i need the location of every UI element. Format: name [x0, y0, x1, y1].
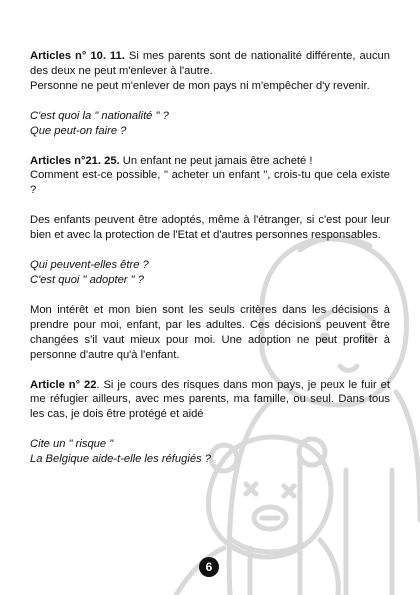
adoption-paragraph: Des enfants peuvent être adoptés, même à l'étranger, si c'est pour leur bien et avec la protection de l'Etat et d'autres personnes responsables.	[30, 214, 390, 242]
question: C'est quoi " adopter " ?	[30, 273, 144, 286]
article-text: Un enfant ne peut jamais être acheté !	[119, 154, 313, 167]
article-10-11-paragraph	[30, 49, 390, 79]
article-heading: Articles n° 10. 11.	[30, 50, 125, 62]
article-heading: Articles n°21. 25.	[30, 154, 120, 167]
article-21-25-paragraph	[30, 154, 390, 169]
article-text: . Si je cours des risques dans mon pays, je peux le fuir et me réfugier ailleurs, avec mes parents, ma famille, ou seul. Dans tous les cas, je dois être protégé et aidé	[30, 378, 390, 421]
best-interest-paragraph: Mon intérêt et mon bien sont les seuls critères dans les décisions à prendre pour moi, enfant, par les adultes. Ces décisions peuvent être changées s'il vaut mieux pour moi. Une adoption ne peut profiter à personne d'autre qu'à l'enfant.	[30, 303, 390, 361]
article-text-continued: Personne ne peut m'enlever de mon pays ni m'empêcher d'y revenir.	[30, 79, 370, 92]
article-text: Si mes parents sont de nationalité différente, aucun des deux ne peut m'enlever à l'autre.	[30, 50, 390, 77]
article-text-continued: Comment est-ce possible, " acheter un enfant ", crois-tu que cela existe ?	[30, 169, 390, 197]
page-number-badge: 6	[199, 557, 219, 577]
question: C'est quoi la " nationalité " ?	[30, 109, 169, 122]
question: Cite un " risque "	[30, 438, 114, 451]
page-content	[30, 49, 390, 467]
question: Qui peuvent-elles être ?	[30, 259, 149, 272]
question: Que peut-on faire ?	[30, 124, 127, 137]
article-22-paragraph	[30, 378, 390, 423]
question: La Belgique aide-t-elle les réfugiés ?	[30, 453, 211, 466]
article-heading: Article n° 22	[30, 378, 97, 391]
